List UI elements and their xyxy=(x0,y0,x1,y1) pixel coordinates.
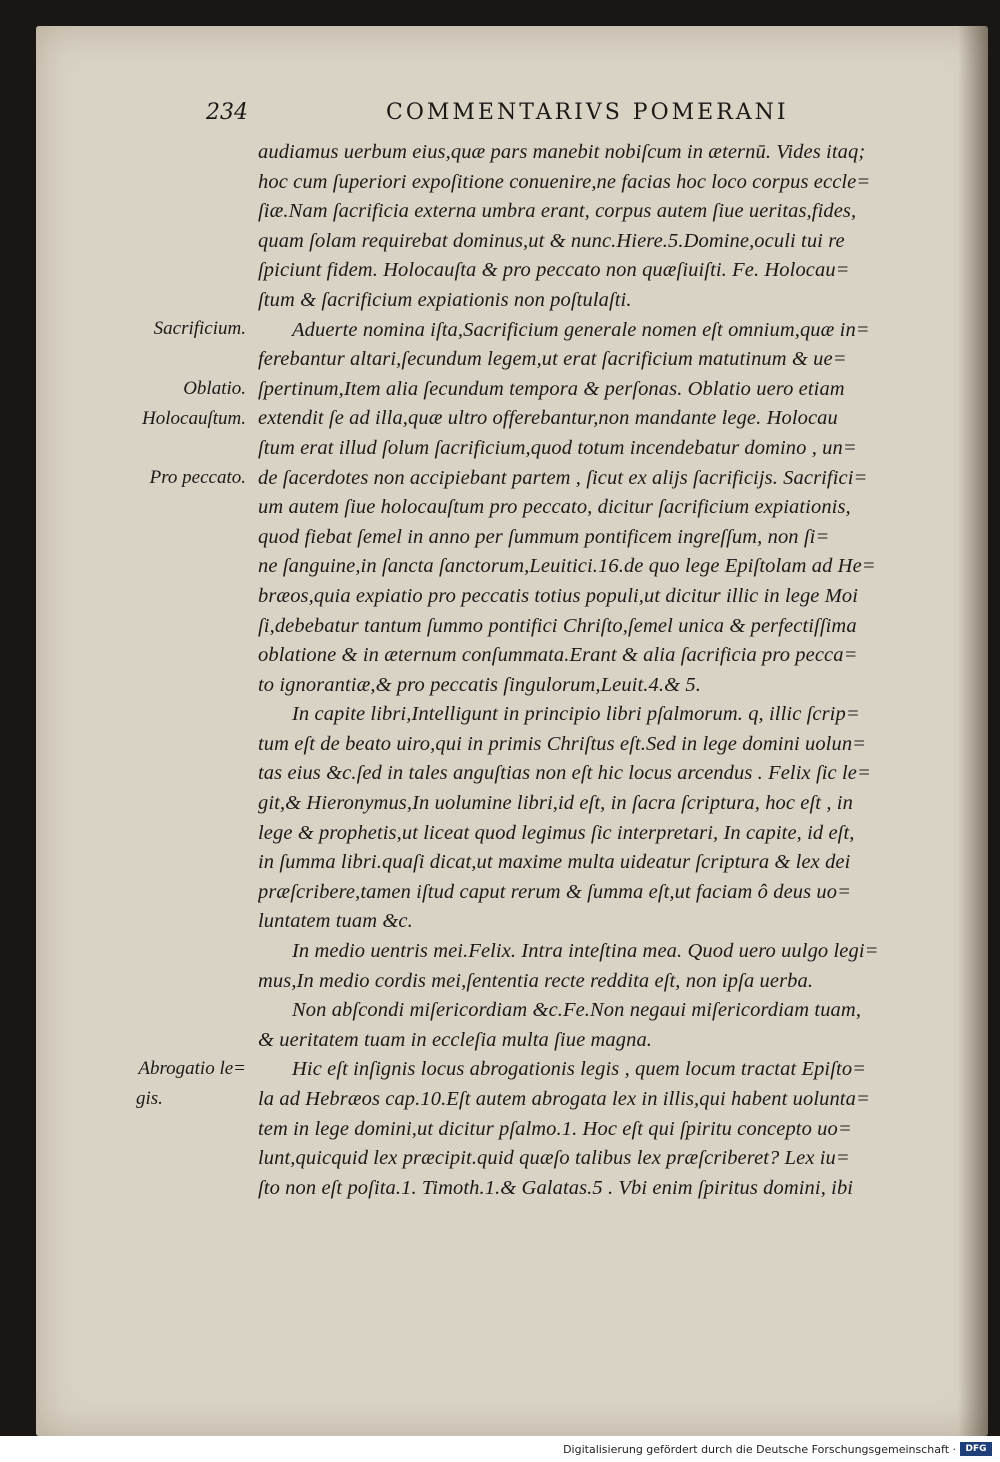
text-line: ſtum & ſacrificium expiationis non poſtulaſti. xyxy=(258,288,632,311)
text-line: la ad Hebræos cap.10.Eſt autem abrogata lex in illis,qui habent uolunta= xyxy=(258,1088,870,1110)
text-line: audiamus uerbum eius,quæ pars manebit nobiſcum in æternū. Vides itaq; xyxy=(258,141,866,163)
text-line: quam ſolam requirebat dominus,ut & nunc.Hiere.5.Domine,oculi tui re xyxy=(258,229,845,252)
text-line: oblatione & in æternum conſummata.Erant & alia ſacrificia pro pecca= xyxy=(258,644,858,667)
text-line: ſtum erat illud ſolum ſacrificium,quod totum incendebatur domino , un= xyxy=(258,436,857,459)
text-line: ferebantur altari,ſecundum legem,ut erat ſacrificium matutinum & ue= xyxy=(258,348,847,371)
page-number: 234 xyxy=(206,100,248,125)
text-line: ſiæ.Nam ſacrificia externa umbra erant, corpus autem ſiue ueritas,fides, xyxy=(258,200,857,223)
margin-note-pro-peccato: Pro peccato. xyxy=(149,467,246,488)
text-line: & ueritatem tuam in eccleſia multa ſiue magna. xyxy=(258,1028,653,1051)
margin-note-abrogatio: Abrogatio le= xyxy=(138,1058,246,1079)
text-line: ſi,debebatur tantum ſummo pontifici Chriſto,ſemel unica & perfectiſſima xyxy=(258,614,857,637)
text-line: Aduerte nomina iſta,Sacrificium generale nomen eſt omnium,quæ in= xyxy=(292,318,870,341)
text-line: de ſacerdotes non accipiebant partem , ſicut ex alijs ſacrificijs. Sacrifici= xyxy=(258,466,868,489)
text-line: to ignorantiæ,& pro peccatis ſingulorum,Leuit.4.& 5. xyxy=(258,673,701,696)
text-line: mus,In medio cordis mei,ſententia recte reddita eſt, non ipſa uerba. xyxy=(258,969,814,992)
text-line: ſpiciunt fidem. Holocauſta & pro peccato non quæſiuiſti. Fe. Holocau= xyxy=(258,259,850,282)
running-title: COMMENTARIVS POMERANI xyxy=(386,100,789,125)
dfg-logo: DFG xyxy=(960,1442,992,1456)
text-line: præſcribere,tamen iſtud caput rerum & ſumma eſt,ut faciam ô deus uo= xyxy=(258,880,852,903)
text-line: git,& Hieronymus,In uolumine libri,id eſt, in ſacra ſcriptura, hoc eſt , in xyxy=(258,792,853,815)
margin-note-holocaustum: Holocauſtum. xyxy=(142,408,246,429)
text-line: Non abſcondi miſericordiam &c.Fe.Non negaui miſericordiam tuam, xyxy=(292,999,862,1022)
text-line: In medio uentris mei.Felix. Intra inteſtina mea. Quod uero uulgo legi= xyxy=(292,940,879,963)
margin-note-oblatio: Oblatio. xyxy=(183,378,246,399)
footer-credit: Digitalisierung gefördert durch die Deutsche Forschungsgemeinschaft · xyxy=(563,1443,956,1456)
text-line: bræos,quia expiatio pro peccatis totius populi,ut dicitur illic in lege Moi xyxy=(258,584,859,607)
text-line: ſto non eſt poſita.1. Timoth.1.& Galatas.5 . Vbi enim ſpiritus domini, ibi xyxy=(258,1176,854,1199)
text-line: luntatem tuam &c. xyxy=(258,910,413,933)
text-line: ne ſanguine,in ſancta ſanctorum,Leuitici.16.de quo lege Epiſtolam ad He= xyxy=(258,555,876,578)
text-line: In capite libri,Intelligunt in principio libri pſalmorum. q, illic ſcrip= xyxy=(292,703,860,726)
text-line: in ſumma libri.quaſi dicat,ut maxime multa uideatur ſcriptura & lex dei xyxy=(258,851,851,874)
text-line: tem in lege domini,ut dicitur pſalmo.1. Hoc eſt qui ſpiritu concepto uo= xyxy=(258,1117,852,1140)
commentary-text xyxy=(258,138,946,1203)
margin-note-abrogatio-cont: gis. xyxy=(136,1088,163,1109)
digitization-footer xyxy=(0,1436,1000,1462)
text-line: hoc cum ſuperiori expoſitione conuenire,ne facias hoc loco corpus eccle= xyxy=(258,170,871,193)
text-line: quod fiebat ſemel in anno per ſummum pontificem ingreſſum, non ſi= xyxy=(258,525,830,548)
book-page xyxy=(36,26,988,1436)
text-line: extendit ſe ad illa,quæ ultro offerebantur,non mandante lege. Holocau xyxy=(258,407,838,430)
text-line: lege & prophetis,ut liceat quod legimus ſic interpretari, In capite, id eſt, xyxy=(258,821,855,844)
page-gutter xyxy=(958,26,988,1436)
text-line: tas eius &c.ſed in tales anguſtias non eſt hic locus arcendus . Felix ſic le= xyxy=(258,762,871,785)
text-line: ſpertinum,Item alia ſecundum tempora & perſonas. Oblatio uero etiam xyxy=(258,377,845,400)
text-line: tum eſt de beato uiro,qui in primis Chriſtus eſt.Sed in lege domini uolun= xyxy=(258,732,867,755)
text-line: um autem ſiue holocauſtum pro peccato, dicitur ſacrificium expiationis, xyxy=(258,496,851,519)
text-line: lunt,quicquid lex præcipit.quid quæſo talibus lex præſcriberet? Lex iu= xyxy=(258,1147,850,1170)
margin-note-sacrificium: Sacrificium. xyxy=(153,318,246,339)
text-line: Hic eſt inſignis locus abrogationis legis , quem locum tractat Epiſto= xyxy=(292,1058,867,1081)
